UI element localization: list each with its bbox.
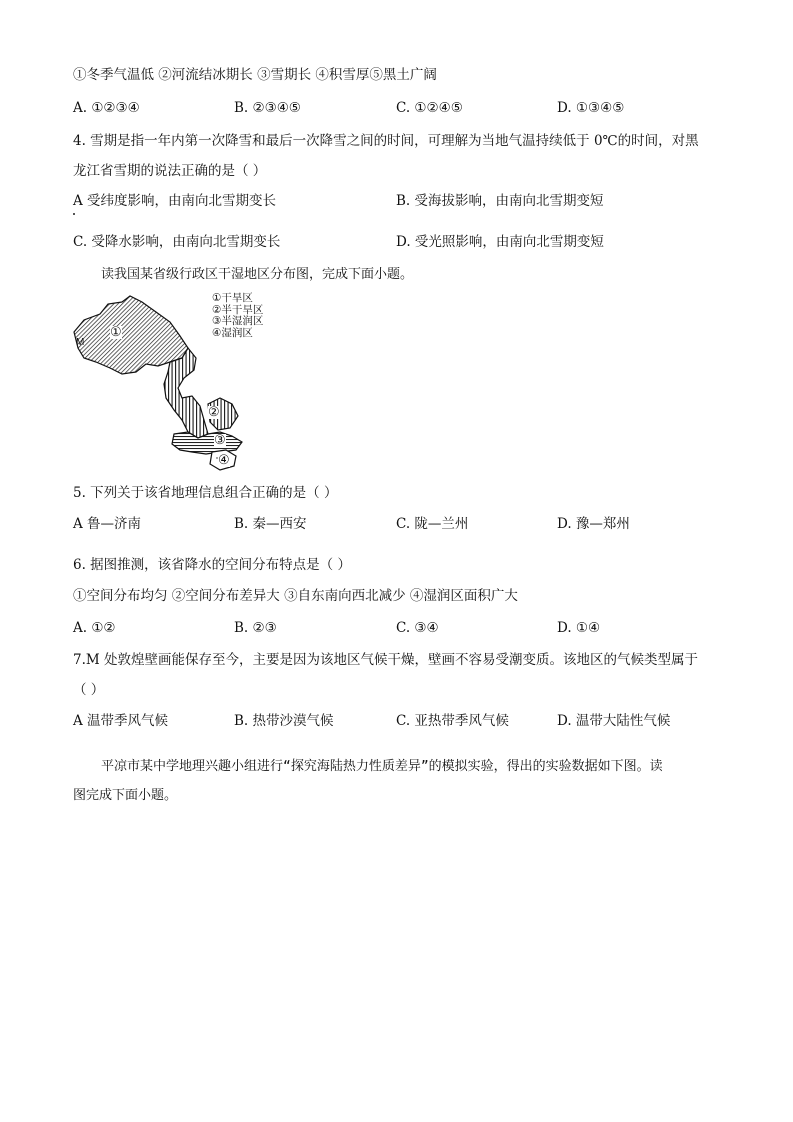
q6-statements: ①空间分布均匀 ②空间分布差异大 ③自东南向西北减少 ④湿润区面积广大 <box>73 588 518 604</box>
q6-option-a[interactable]: A. ①② <box>73 620 116 636</box>
map-legend <box>212 293 263 339</box>
experiment-intro-line1: 平凉市某中学地理兴趣小组进行“探究海陆热力性质差异”的模拟实验，得出的实验数据如下图。读 <box>101 759 663 774</box>
q6-option-b[interactable]: B. ②③ <box>234 620 277 636</box>
legend-item: ③半湿润区 <box>212 315 264 327</box>
q5-option-d[interactable]: D. 豫—郑州 <box>557 516 630 532</box>
q7-option-a[interactable]: A 温带季风气候 <box>73 713 169 729</box>
map-label-4: ④ <box>218 453 230 468</box>
q5-option-c[interactable]: C. 陇—兰州 <box>396 516 469 532</box>
map-label-m: M <box>76 337 85 348</box>
q4-option-b[interactable]: B. 受海拔影响，由南向北雪期变短 <box>396 193 604 209</box>
q3-option-b[interactable]: B. ②③④⑤ <box>234 100 301 116</box>
map-zone-semihumid <box>172 432 242 454</box>
q6-option-d[interactable]: D. ①④ <box>557 620 601 636</box>
q5-option-a[interactable]: A 鲁—济南 <box>73 516 142 532</box>
q7-stem-line2: （ ） <box>73 682 105 698</box>
experiment-intro-line2: 图完成下面小题。 <box>73 788 178 803</box>
q7-stem-line1: 7.M 处敦煌壁画能保存至今，主要是因为该地区气候干燥，壁画不容易受潮变质。该地区的气候类型属于 <box>73 652 698 668</box>
q4-option-a[interactable]: A 受纬度影响，由南向北雪期变长 <box>73 193 277 209</box>
q5-stem: 5. 下列关于该省地理信息组合正确的是（ ） <box>73 485 338 501</box>
q3-option-c[interactable]: C. ①②④⑤ <box>396 100 463 116</box>
legend-item: ④湿润区 <box>212 326 253 339</box>
stray-mark <box>73 213 75 215</box>
q6-stem: 6. 据图推测，该省降水的空间分布特点是（ ） <box>73 557 351 573</box>
q4-option-c[interactable]: C. 受降水影响，由南向北雪期变长 <box>73 234 281 250</box>
q3-statements: ①冬季气温低 ②河流结冰期长 ③雪期长 ④积雪厚⑤黑土广阔 <box>73 67 437 83</box>
legend-item: ②半干旱区 <box>212 303 264 316</box>
q3-option-a[interactable]: A. ①②③④ <box>73 100 140 116</box>
map-label-1: ① <box>110 325 122 340</box>
map-zone-semiarid <box>164 348 208 438</box>
map-intro: 读我国某省级行政区干湿地区分布图，完成下面小题。 <box>101 267 414 282</box>
q7-option-c[interactable]: C. 亚热带季风气候 <box>396 713 509 729</box>
legend-item: ①干旱区 <box>212 292 253 304</box>
q6-option-c[interactable]: C. ③④ <box>396 620 439 636</box>
q7-option-b[interactable]: B. 热带沙漠气候 <box>234 713 334 729</box>
q7-option-d[interactable]: D. 温带大陆性气候 <box>557 713 671 729</box>
map-label-3: ③ <box>214 433 226 448</box>
q5-option-b[interactable]: B. 秦—西安 <box>234 516 307 532</box>
q4-stem-line1: 4. 雪期是指一年内第一次降雪和最后一次降雪之间的时间，可理解为当地气温持续低于 0℃的时间，对黑 <box>73 133 699 149</box>
map-label-2: ② <box>208 405 220 420</box>
q4-option-d[interactable]: D. 受光照影响，由南向北雪期变短 <box>396 234 604 250</box>
q3-option-d[interactable]: D. ①③④⑤ <box>557 100 625 116</box>
q4-stem-line2: 龙江省雪期的说法正确的是（ ） <box>73 163 267 179</box>
